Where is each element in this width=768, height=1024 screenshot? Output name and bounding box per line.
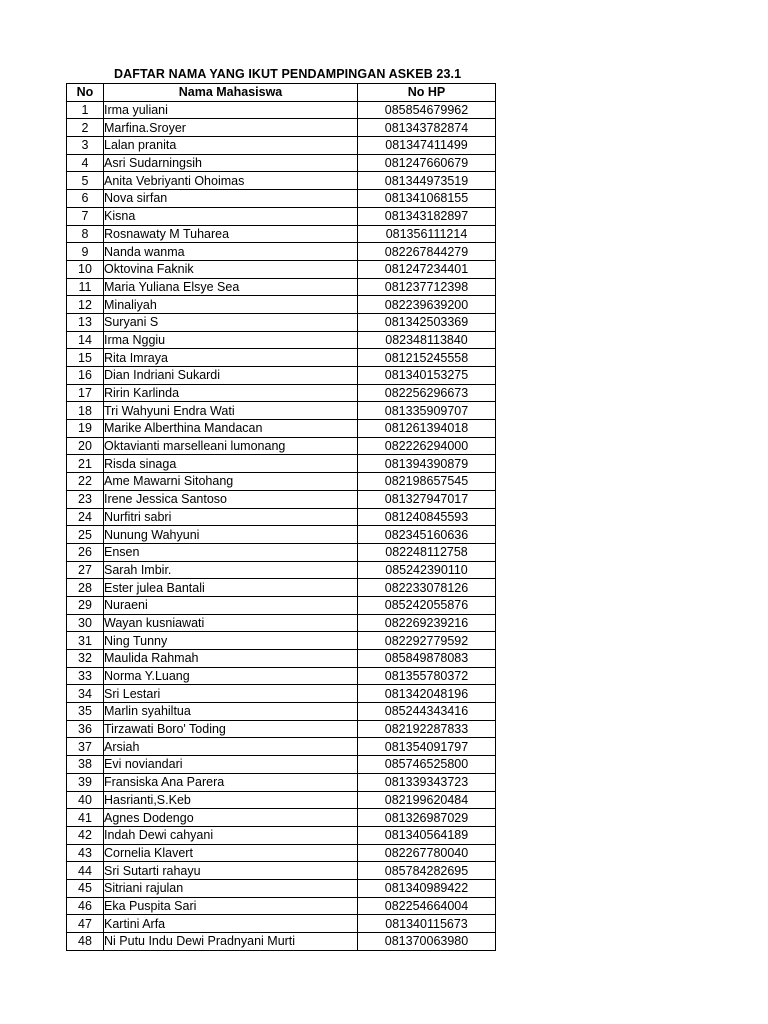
- row-number-cell: 19: [67, 420, 104, 438]
- phone-number-cell: 081247660679: [358, 154, 496, 172]
- table-row: [67, 756, 496, 774]
- row-number-cell: 22: [67, 473, 104, 491]
- phone-number-cell: 081341068155: [358, 190, 496, 208]
- phone-number-cell: 082269239216: [358, 614, 496, 632]
- phone-number-cell: 081327947017: [358, 490, 496, 508]
- row-number-cell: 28: [67, 579, 104, 597]
- student-name-cell: Marfina.Sroyer: [104, 119, 358, 137]
- phone-number-cell: 081354091797: [358, 738, 496, 756]
- row-number-cell: 37: [67, 738, 104, 756]
- student-name-cell: Evi noviandari: [104, 756, 358, 774]
- row-number-cell: 7: [67, 207, 104, 225]
- phone-number-cell: 085849878083: [358, 650, 496, 668]
- student-name-cell: Ning Tunny: [104, 632, 358, 650]
- row-number-cell: 43: [67, 844, 104, 862]
- student-name-cell: Ririn Karlinda: [104, 384, 358, 402]
- phone-number-cell: 082267780040: [358, 844, 496, 862]
- phone-number-cell: 085242390110: [358, 561, 496, 579]
- phone-number-cell: 081343782874: [358, 119, 496, 137]
- phone-number-cell: 082256296673: [358, 384, 496, 402]
- table-row: [67, 260, 496, 278]
- row-number-cell: 15: [67, 349, 104, 367]
- table-row: [67, 791, 496, 809]
- phone-number-cell: 081247234401: [358, 260, 496, 278]
- table-row: [67, 596, 496, 614]
- student-name-cell: Wayan kusniawati: [104, 614, 358, 632]
- row-number-cell: 25: [67, 526, 104, 544]
- phone-number-cell: 082267844279: [358, 243, 496, 261]
- phone-number-cell: 082198657545: [358, 473, 496, 491]
- student-name-cell: Agnes Dodengo: [104, 809, 358, 827]
- row-number-cell: 5: [67, 172, 104, 190]
- table-row: [67, 508, 496, 526]
- phone-number-cell: 081343182897: [358, 207, 496, 225]
- row-number-cell: 31: [67, 632, 104, 650]
- student-name-cell: Rita Imraya: [104, 349, 358, 367]
- row-number-cell: 26: [67, 543, 104, 561]
- student-name-cell: Rosnawaty M Tuharea: [104, 225, 358, 243]
- table-row: [67, 402, 496, 420]
- student-name-cell: Ni Putu Indu Dewi Pradnyani Murti: [104, 933, 358, 951]
- phone-number-cell: 081340115673: [358, 915, 496, 933]
- student-name-cell: Sitriani rajulan: [104, 879, 358, 897]
- column-header-no: No: [67, 84, 104, 102]
- student-name-cell: Indah Dewi cahyani: [104, 826, 358, 844]
- student-name-cell: Lalan pranita: [104, 137, 358, 155]
- phone-number-cell: 081394390879: [358, 455, 496, 473]
- document-title: DAFTAR NAMA YANG IKUT PENDAMPINGAN ASKEB 23.1: [114, 67, 462, 81]
- student-name-cell: Cornelia Klavert: [104, 844, 358, 862]
- row-number-cell: 34: [67, 685, 104, 703]
- row-number-cell: 32: [67, 650, 104, 668]
- table-row: [67, 844, 496, 862]
- table-row: [67, 137, 496, 155]
- student-name-cell: Eka Puspita Sari: [104, 897, 358, 915]
- phone-number-cell: 081326987029: [358, 809, 496, 827]
- table-row: [67, 313, 496, 331]
- table-row: [67, 420, 496, 438]
- phone-number-cell: 085854679962: [358, 101, 496, 119]
- table-row: [67, 225, 496, 243]
- table-row: [67, 862, 496, 880]
- table-row: [67, 933, 496, 951]
- table-row: [67, 826, 496, 844]
- column-header-phone: No HP: [358, 84, 496, 102]
- phone-number-cell: 081356111214: [358, 225, 496, 243]
- student-name-cell: Nova sirfan: [104, 190, 358, 208]
- row-number-cell: 44: [67, 862, 104, 880]
- row-number-cell: 46: [67, 897, 104, 915]
- student-name-cell: Ester julea Bantali: [104, 579, 358, 597]
- student-name-cell: Minaliyah: [104, 296, 358, 314]
- row-number-cell: 18: [67, 402, 104, 420]
- table-row: [67, 703, 496, 721]
- row-number-cell: 29: [67, 596, 104, 614]
- student-name-cell: Nanda wanma: [104, 243, 358, 261]
- table-row: [67, 154, 496, 172]
- row-number-cell: 17: [67, 384, 104, 402]
- row-number-cell: 11: [67, 278, 104, 296]
- student-name-cell: Tirzawati Boro' Toding: [104, 720, 358, 738]
- table-row: [67, 278, 496, 296]
- row-number-cell: 9: [67, 243, 104, 261]
- phone-number-cell: 082345160636: [358, 526, 496, 544]
- table-row: [67, 632, 496, 650]
- table-row: [67, 243, 496, 261]
- row-number-cell: 35: [67, 703, 104, 721]
- student-name-cell: Nunung Wahyuni: [104, 526, 358, 544]
- row-number-cell: 30: [67, 614, 104, 632]
- student-name-cell: Irma yuliani: [104, 101, 358, 119]
- student-name-cell: Dian Indriani Sukardi: [104, 367, 358, 385]
- row-number-cell: 10: [67, 260, 104, 278]
- phone-number-cell: 082348113840: [358, 331, 496, 349]
- phone-number-cell: 081261394018: [358, 420, 496, 438]
- row-number-cell: 36: [67, 720, 104, 738]
- student-name-cell: Oktovina Faknik: [104, 260, 358, 278]
- student-name-cell: Sarah Imbir.: [104, 561, 358, 579]
- row-number-cell: 21: [67, 455, 104, 473]
- table-row: [67, 879, 496, 897]
- student-name-cell: Maulida Rahmah: [104, 650, 358, 668]
- phone-number-cell: 082292779592: [358, 632, 496, 650]
- phone-number-cell: 081347411499: [358, 137, 496, 155]
- row-number-cell: 1: [67, 101, 104, 119]
- row-number-cell: 2: [67, 119, 104, 137]
- phone-number-cell: 081342503369: [358, 313, 496, 331]
- table-row: [67, 207, 496, 225]
- table-row: [67, 667, 496, 685]
- phone-number-cell: 081237712398: [358, 278, 496, 296]
- student-name-cell: Risda sinaga: [104, 455, 358, 473]
- table-row: [67, 543, 496, 561]
- table-row: [67, 614, 496, 632]
- phone-number-cell: 081342048196: [358, 685, 496, 703]
- student-name-cell: Kartini Arfa: [104, 915, 358, 933]
- phone-number-cell: 081215245558: [358, 349, 496, 367]
- table-row: [67, 172, 496, 190]
- phone-number-cell: 081240845593: [358, 508, 496, 526]
- table-row: [67, 720, 496, 738]
- student-name-cell: Oktavianti marselleani lumonang: [104, 437, 358, 455]
- row-number-cell: 6: [67, 190, 104, 208]
- table-row: [67, 190, 496, 208]
- table-row: [67, 685, 496, 703]
- student-name-cell: Irene Jessica Santoso: [104, 490, 358, 508]
- row-number-cell: 12: [67, 296, 104, 314]
- row-number-cell: 39: [67, 773, 104, 791]
- student-name-cell: Marlin syahiltua: [104, 703, 358, 721]
- table-row: [67, 101, 496, 119]
- phone-number-cell: 085242055876: [358, 596, 496, 614]
- row-number-cell: 20: [67, 437, 104, 455]
- row-number-cell: 45: [67, 879, 104, 897]
- column-header-name: Nama Mahasiswa: [104, 84, 358, 102]
- table-row: [67, 437, 496, 455]
- table-header-row: [67, 84, 496, 102]
- phone-number-cell: 081340153275: [358, 367, 496, 385]
- student-name-cell: Ame Mawarni Sitohang: [104, 473, 358, 491]
- phone-number-cell: 082239639200: [358, 296, 496, 314]
- student-name-cell: Hasrianti,S.Keb: [104, 791, 358, 809]
- row-number-cell: 16: [67, 367, 104, 385]
- phone-number-cell: 085244343416: [358, 703, 496, 721]
- student-name-cell: Fransiska Ana Parera: [104, 773, 358, 791]
- phone-number-cell: 082248112758: [358, 543, 496, 561]
- table-row: [67, 349, 496, 367]
- phone-number-cell: 082226294000: [358, 437, 496, 455]
- table-row: [67, 455, 496, 473]
- phone-number-cell: 081370063980: [358, 933, 496, 951]
- student-name-cell: Irma Nggiu: [104, 331, 358, 349]
- student-name-cell: Sri Lestari: [104, 685, 358, 703]
- row-number-cell: 13: [67, 313, 104, 331]
- table-row: [67, 384, 496, 402]
- student-name-cell: Kisna: [104, 207, 358, 225]
- phone-number-cell: 081340564189: [358, 826, 496, 844]
- table-row: [67, 119, 496, 137]
- row-number-cell: 8: [67, 225, 104, 243]
- phone-number-cell: 081340989422: [358, 879, 496, 897]
- table-row: [67, 773, 496, 791]
- student-name-cell: Anita Vebriyanti Ohoimas: [104, 172, 358, 190]
- row-number-cell: 41: [67, 809, 104, 827]
- phone-number-cell: 082254664004: [358, 897, 496, 915]
- table-row: [67, 296, 496, 314]
- student-name-cell: Sri Sutarti rahayu: [104, 862, 358, 880]
- student-name-cell: Tri Wahyuni Endra Wati: [104, 402, 358, 420]
- phone-number-cell: 082199620484: [358, 791, 496, 809]
- row-number-cell: 42: [67, 826, 104, 844]
- table-row: [67, 490, 496, 508]
- participant-table: [66, 83, 496, 951]
- table-row: [67, 897, 496, 915]
- table-row: [67, 579, 496, 597]
- phone-number-cell: 081355780372: [358, 667, 496, 685]
- student-name-cell: Ensen: [104, 543, 358, 561]
- phone-number-cell: 081344973519: [358, 172, 496, 190]
- student-name-cell: Norma Y.Luang: [104, 667, 358, 685]
- student-name-cell: Asri Sudarningsih: [104, 154, 358, 172]
- row-number-cell: 38: [67, 756, 104, 774]
- student-name-cell: Nurfitri sabri: [104, 508, 358, 526]
- row-number-cell: 47: [67, 915, 104, 933]
- table-body: [67, 101, 496, 950]
- row-number-cell: 23: [67, 490, 104, 508]
- student-name-cell: Suryani S: [104, 313, 358, 331]
- phone-number-cell: 085784282695: [358, 862, 496, 880]
- table-row: [67, 738, 496, 756]
- row-number-cell: 40: [67, 791, 104, 809]
- student-name-cell: Arsiah: [104, 738, 358, 756]
- table-row: [67, 561, 496, 579]
- phone-number-cell: 085746525800: [358, 756, 496, 774]
- phone-number-cell: 082233078126: [358, 579, 496, 597]
- phone-number-cell: 081335909707: [358, 402, 496, 420]
- row-number-cell: 14: [67, 331, 104, 349]
- row-number-cell: 33: [67, 667, 104, 685]
- row-number-cell: 24: [67, 508, 104, 526]
- table-row: [67, 650, 496, 668]
- row-number-cell: 4: [67, 154, 104, 172]
- row-number-cell: 27: [67, 561, 104, 579]
- student-name-cell: Maria Yuliana Elsye Sea: [104, 278, 358, 296]
- table-row: [67, 809, 496, 827]
- phone-number-cell: 081339343723: [358, 773, 496, 791]
- phone-number-cell: 082192287833: [358, 720, 496, 738]
- student-name-cell: Marike Alberthina Mandacan: [104, 420, 358, 438]
- table-row: [67, 915, 496, 933]
- student-name-cell: Nuraeni: [104, 596, 358, 614]
- row-number-cell: 3: [67, 137, 104, 155]
- table-row: [67, 526, 496, 544]
- row-number-cell: 48: [67, 933, 104, 951]
- table-row: [67, 473, 496, 491]
- table-row: [67, 331, 496, 349]
- table-row: [67, 367, 496, 385]
